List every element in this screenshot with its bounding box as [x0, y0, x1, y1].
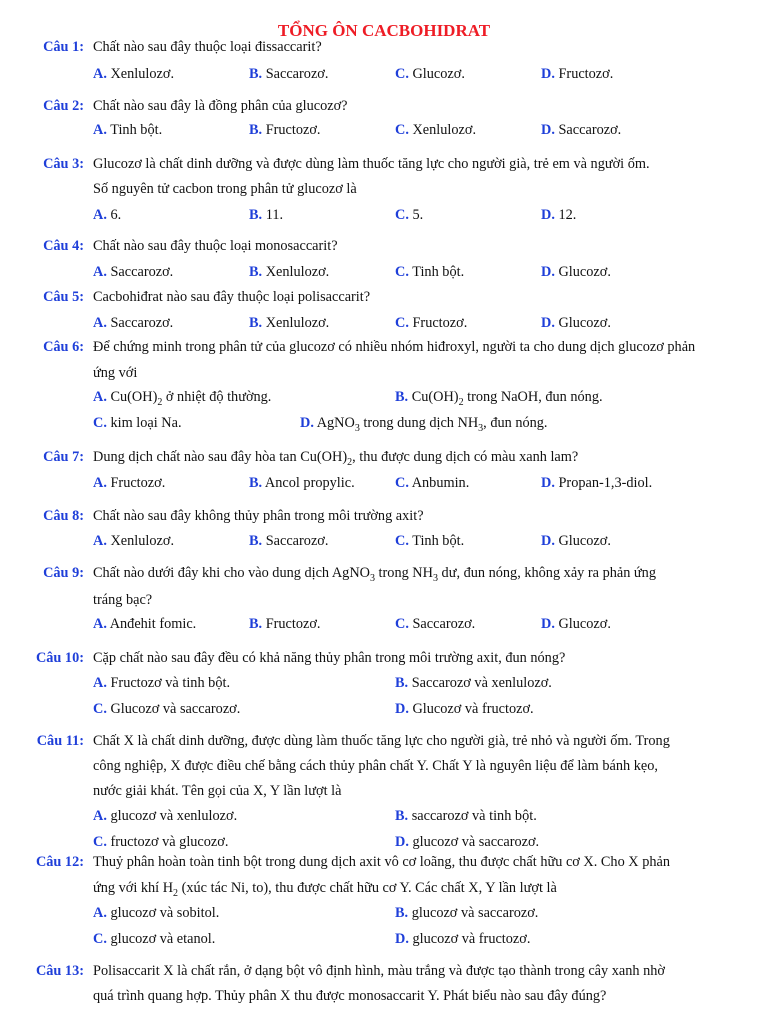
page-title: TỔNG ÔN CACBOHIDRAT [277, 21, 491, 40]
option-text: Tinh bột. [408, 533, 465, 549]
question-text: Glucozơ là chất dinh dưỡng và được dùng làm thuốc tăng lực cho người già, trẻ em và người ốm. [93, 156, 650, 172]
option-text: 5. [408, 207, 424, 223]
option-text: Xenlulozơ. [262, 315, 330, 331]
option-text: Glucozơ. [408, 66, 465, 82]
answer-option-d[interactable] [395, 930, 530, 949]
question-text: Dung dịch chất nào sau đây hòa $\tan Cu(OH)_2$, thu được dung dịch có màu xanh lam? [93, 449, 579, 468]
answer-option-a[interactable] [93, 904, 219, 923]
option-text: Fructozơ. [106, 475, 166, 491]
answer-option-d[interactable] [395, 700, 534, 719]
option-letter: C. [93, 931, 107, 947]
answer-option-c[interactable] [395, 314, 467, 333]
answer-option-a[interactable] [93, 121, 162, 140]
option-text: kim loại Na. [106, 415, 182, 431]
option-text: Tinh bột. [408, 264, 465, 280]
answer-option-b[interactable] [395, 904, 538, 923]
answer-option-a[interactable] [93, 206, 121, 225]
option-text: Anbumin. [408, 475, 470, 491]
option-text: Xenlulozơ. [106, 66, 175, 82]
answer-option-b[interactable] [249, 263, 329, 282]
option-text: 12. [554, 207, 577, 223]
option-letter: D. [541, 207, 555, 223]
answer-option-a[interactable] [93, 615, 196, 634]
question-text: Cặp chất nào sau đây đều có khả năng thủy phân trong môi trường axit, đun nóng? [93, 650, 566, 666]
option-letter: C. [395, 207, 409, 223]
option-text: glucozơ và fructozơ. [408, 931, 531, 947]
option-text: Xenlulozơ. [106, 533, 175, 549]
answer-option-a[interactable] [93, 807, 237, 826]
question-text: Để chứng minh trong phân tử của glucozơ có nhiều nhóm hiđroxyl, người ta cho dung dịch glucozơ phản [93, 339, 696, 355]
option-letter: C. [93, 701, 107, 717]
question-text: ứng với [93, 365, 138, 381]
question-label: Câu 10: [35, 650, 84, 666]
answer-option-c[interactable] [93, 930, 215, 949]
question-text: Số nguyên tử cacbon trong phân tử glucozơ là [93, 181, 357, 197]
option-letter: D. [300, 415, 314, 431]
answer-option-a[interactable] [93, 388, 271, 407]
option-letter: C. [93, 415, 107, 431]
answer-option-d[interactable] [541, 474, 652, 493]
option-text: Saccarozơ. [106, 264, 174, 280]
option-text: Saccarozơ và xenlulozơ. [408, 675, 552, 691]
option-letter: B. [395, 389, 409, 405]
answer-option-d[interactable] [541, 121, 621, 140]
option-text: Saccarozơ. [262, 533, 329, 549]
question-label: Câu 7: [43, 449, 84, 465]
option-text: Tinh bột. [106, 122, 163, 138]
option-letter: B. [249, 616, 263, 632]
question-label: Câu 2: [43, 98, 84, 114]
answer-option-c[interactable] [395, 206, 423, 225]
option-text: Xenlulozơ. [408, 122, 477, 138]
question-text: Chất nào sau đây thuộc loại đissaccarit? [93, 39, 322, 55]
option-text: 6. [106, 207, 122, 223]
question-text: Chất X là chất dinh dưỡng, được dùng làm thuốc tăng lực cho người già, trẻ nhỏ và người ốm. Trong [93, 733, 670, 749]
option-letter: C. [395, 122, 409, 138]
answer-option-c[interactable] [395, 121, 476, 140]
answer-option-b[interactable] [249, 474, 355, 493]
option-letter: A. [93, 122, 107, 138]
option-text: fructozơ và glucozơ. [106, 834, 229, 850]
answer-option-a[interactable] [93, 532, 174, 551]
option-letter: C. [395, 66, 409, 82]
option-letter: C. [395, 475, 409, 491]
answer-option-c[interactable] [93, 414, 182, 433]
option-letter: C. [93, 834, 107, 850]
option-letter: A. [93, 533, 107, 549]
option-letter: B. [249, 122, 263, 138]
question-label: Câu 8: [43, 508, 84, 524]
option-letter: B. [249, 315, 263, 331]
answer-option-b[interactable] [249, 615, 321, 634]
question-text: quá trình quang hợp. Thủy phân X thu được monosaccarit Y. Phát biểu nào sau đây đúng? [93, 988, 607, 1004]
option-text: Glucozơ. [554, 616, 611, 632]
answer-option-b[interactable] [395, 388, 603, 407]
option-text: Xenlulozơ. [262, 264, 330, 280]
answer-option-b[interactable] [249, 65, 328, 84]
option-letter: D. [395, 931, 409, 947]
question-label: Câu 12: [35, 854, 84, 870]
question-text: Chất nào sau đây là đồng phân của glucozơ? [93, 98, 348, 114]
question-label: Câu 1: [43, 39, 84, 55]
option-letter: A. [93, 616, 107, 632]
option-letter: B. [249, 66, 263, 82]
option-letter: B. [395, 675, 409, 691]
option-letter: B. [395, 808, 409, 824]
option-letter: A. [93, 66, 107, 82]
option-text: $Cu(OH)_2$ ở nhiệt độ thường. [106, 389, 272, 408]
answer-option-d[interactable] [541, 314, 611, 333]
option-text: Fructozơ. [554, 66, 614, 82]
answer-option-d[interactable] [541, 263, 611, 282]
option-letter: A. [93, 389, 107, 405]
answer-option-a[interactable] [93, 474, 165, 493]
option-text: 11. [262, 207, 284, 223]
option-text: Saccarozơ. [106, 315, 174, 331]
option-letter: B. [249, 533, 263, 549]
question-label: Câu 3: [43, 156, 84, 172]
answer-option-d[interactable] [541, 65, 613, 84]
question-text: Polisaccarit X là chất rắn, ở dạng bột vô định hình, màu trắng và được tạo thành trong cây xanh nhờ [93, 963, 665, 979]
option-letter: B. [249, 207, 263, 223]
answer-option-c[interactable] [395, 532, 464, 551]
answer-option-c[interactable] [93, 700, 240, 719]
question-label: Câu 5: [43, 289, 84, 305]
option-text: Glucozơ. [554, 315, 611, 331]
option-letter: D. [541, 616, 555, 632]
option-text: Propan-1,3-diol. [554, 475, 653, 491]
question-text: ứng với khí $H_2$ (xúc tác Ni, to), thu được chất hữu cơ Y. Các chất X, Y lần lượt là [93, 880, 557, 899]
option-text: Fructozơ. [262, 616, 321, 632]
answer-option-c[interactable] [395, 263, 464, 282]
question-label: Câu 6: [43, 339, 84, 355]
answer-option-c[interactable] [395, 615, 475, 634]
question-text: công nghiệp, X được điều chế bằng cách thủy phân chất Y. Chất Y là nguyên liệu để làm bánh kẹo, [93, 758, 658, 774]
question-text: tráng bạc? [93, 592, 153, 608]
option-text: glucozơ và saccarozơ. [408, 905, 539, 921]
answer-option-b[interactable] [395, 807, 537, 826]
answer-option-d[interactable] [541, 206, 576, 225]
option-text: $Cu(OH)_2$ trong NaOH, đun nóng. [408, 389, 603, 408]
option-text: Saccarozơ. [408, 616, 476, 632]
answer-option-c[interactable] [395, 65, 465, 84]
option-letter: D. [541, 475, 555, 491]
question-label: Câu 9: [43, 565, 84, 581]
option-text: Glucozơ và saccarozơ. [106, 701, 241, 717]
option-letter: A. [93, 264, 107, 280]
option-letter: A. [93, 675, 107, 691]
question-text: Thuỷ phân hoàn toàn tinh bột trong dung dịch axit vô cơ loãng, thu được chất hữu cơ X. Cho X phản [93, 854, 670, 870]
question-text: nước giải khát. Tên gọi của X, Y lần lượt là [93, 783, 342, 799]
answer-option-b[interactable] [249, 314, 329, 333]
answer-option-d[interactable] [300, 414, 548, 433]
option-letter: D. [541, 315, 555, 331]
option-text: Anđehit fomic. [106, 616, 197, 632]
option-text: Saccarozơ. [554, 122, 622, 138]
option-letter: D. [541, 66, 555, 82]
option-text: Ancol propylic. [262, 475, 355, 491]
question-label: Câu 4: [43, 238, 84, 254]
option-letter: A. [93, 905, 107, 921]
option-letter: D. [541, 533, 555, 549]
option-text: saccarozơ và tinh bột. [408, 808, 537, 824]
option-letter: D. [541, 264, 555, 280]
answer-option-d[interactable] [541, 532, 611, 551]
answer-option-c[interactable] [395, 474, 469, 493]
answer-option-b[interactable] [249, 121, 321, 140]
option-letter: D. [395, 701, 409, 717]
option-letter: C. [395, 264, 409, 280]
option-text: Glucozơ. [554, 264, 611, 280]
option-letter: D. [395, 834, 409, 850]
option-text: AgNO$_3$ trong dung dịch $NH_3$, đun nóng. [313, 415, 548, 434]
question-text: Chất nào sau đây không thủy phân trong môi trường axit? [93, 508, 424, 524]
option-letter: A. [93, 808, 107, 824]
option-text: Fructozơ. [408, 315, 468, 331]
question-text: Cacbohiđrat nào sau đây thuộc loại polisaccarit? [93, 289, 371, 305]
answer-option-a[interactable] [93, 263, 173, 282]
option-letter: B. [249, 475, 263, 491]
option-letter: C. [395, 315, 409, 331]
answer-option-d[interactable] [395, 833, 539, 852]
question-label: Câu 13: [35, 963, 84, 979]
answer-option-b[interactable] [395, 674, 552, 693]
option-text: Fructozơ và tinh bột. [106, 675, 231, 691]
answer-option-a[interactable] [93, 65, 174, 84]
answer-option-d[interactable] [541, 615, 611, 634]
question-label: Câu 11: [36, 733, 84, 749]
answer-option-b[interactable] [249, 206, 283, 225]
option-text: glucozơ và saccarozơ. [408, 834, 540, 850]
answer-option-b[interactable] [249, 532, 328, 551]
option-letter: A. [93, 207, 107, 223]
option-text: glucozơ và sobitol. [106, 905, 220, 921]
option-letter: B. [249, 264, 263, 280]
option-letter: B. [395, 905, 409, 921]
option-text: glucozơ và xenlulozơ. [106, 808, 238, 824]
answer-option-a[interactable] [93, 674, 230, 693]
option-text: Saccarozơ. [262, 66, 329, 82]
option-letter: A. [93, 315, 107, 331]
option-text: Glucozơ. [554, 533, 611, 549]
option-letter: C. [395, 616, 409, 632]
option-letter: D. [541, 122, 555, 138]
option-letter: C. [395, 533, 409, 549]
option-text: Fructozơ. [262, 122, 321, 138]
question-text: Chất nào dưới đây khi cho vào dung dịch AgNO$_3$ trong $NH_3$ dư, đun nóng, không xảy ra phản ứng [93, 565, 656, 584]
option-text: glucozơ và etanol. [106, 931, 216, 947]
option-text: Glucozơ và fructozơ. [408, 701, 534, 717]
question-text: Chất nào sau đây thuộc loại monosaccarit? [93, 238, 338, 254]
answer-option-c[interactable] [93, 833, 228, 852]
answer-option-a[interactable] [93, 314, 173, 333]
option-letter: A. [93, 475, 107, 491]
